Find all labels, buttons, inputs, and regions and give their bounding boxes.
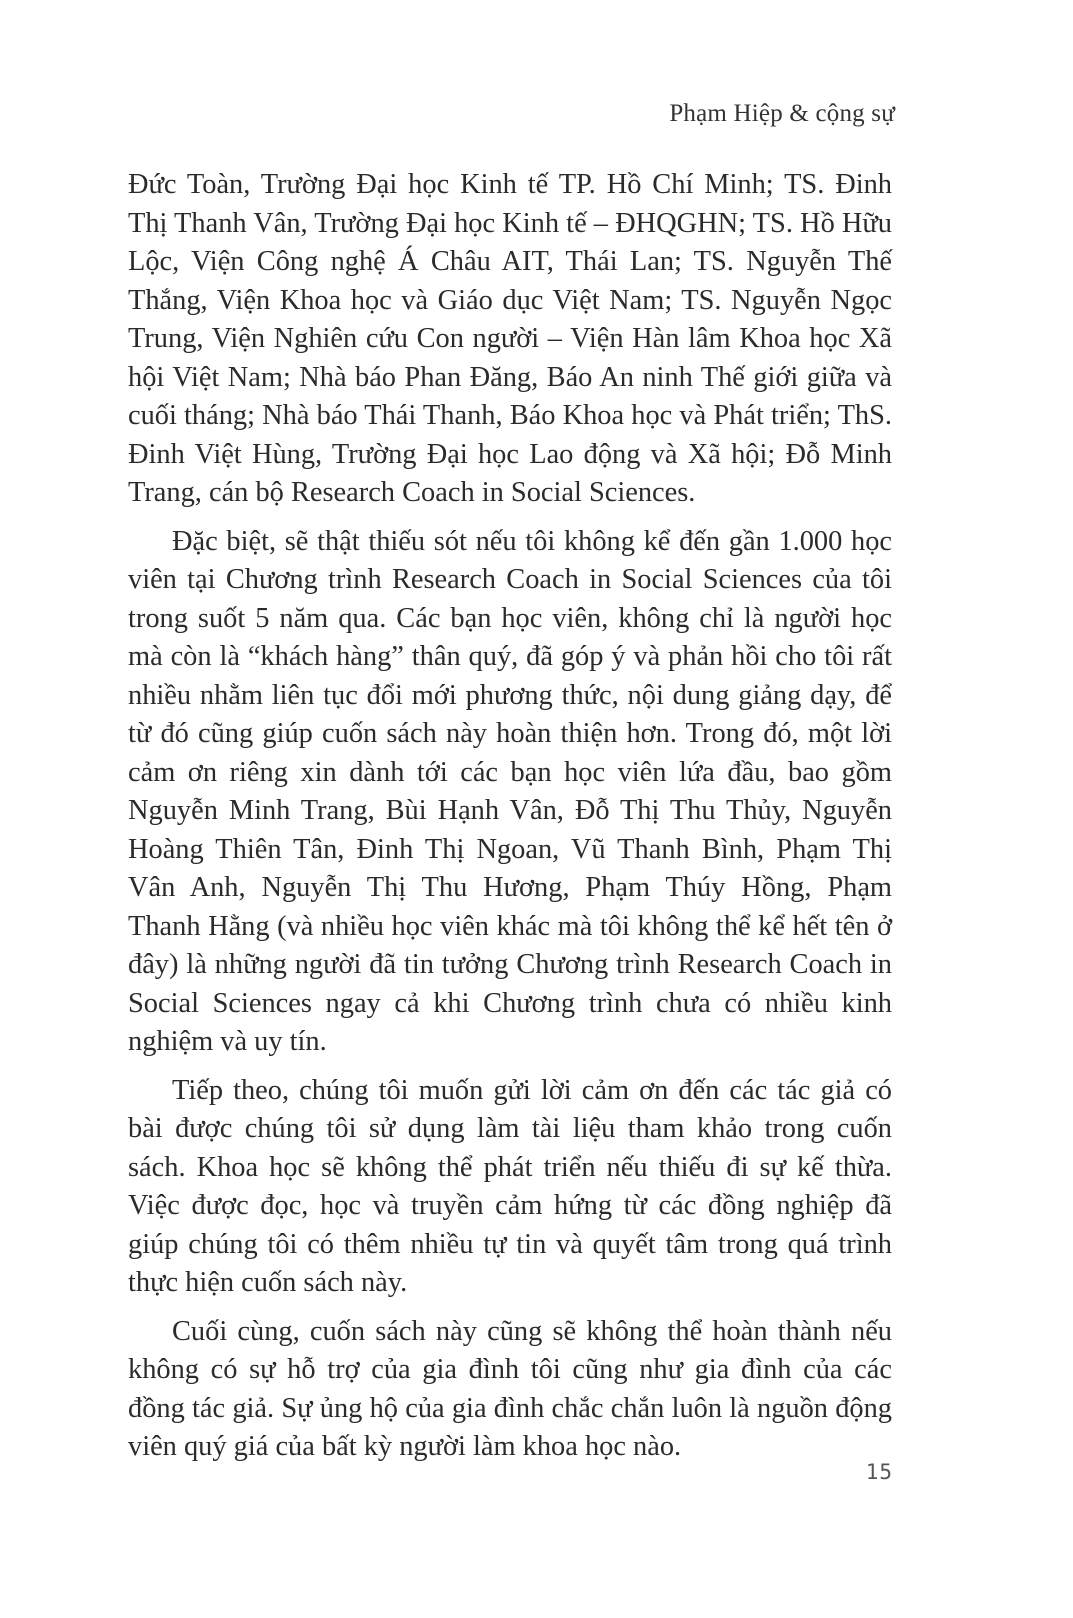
- running-header: Phạm Hiệp & cộng sự: [669, 100, 895, 127]
- paragraph: Tiếp theo, chúng tôi muốn gửi lời cảm ơn đến các tác giả có bài được chúng tôi sử dụng làm tài liệu tham khảo trong cuốn sách. Khoa học sẽ không thể phát triển nếu thiếu đi sự kế thừa. Việc được đọc, học và truyền cảm hứng từ các đồng nghiệp đã giúp chúng tôi có thêm nhiều tự tin và quyết tâm trong quá trình thực hiện cuốn sách này.: [128, 1074, 892, 1298]
- body-text: [128, 166, 892, 1477]
- paragraph-continued: Đức Toàn, Trường Đại học Kinh tế TP. Hồ Chí Minh; TS. Đinh Thị Thanh Vân, Trường Đại học Kinh tế – ĐHQGHN; TS. Hồ Hữu Lộc, Viện Công nghệ Á Châu AIT, Thái Lan; TS. Nguyễn Thế Thắng, Viện Khoa học và Giáo dục Việt Nam; TS. Nguyễn Ngọc Trung, Viện Nghiên cứu Con người – Viện Hàn lâm Khoa học Xã hội Việt Nam; Nhà báo Phan Đăng, Báo An ninh Thế giới giữa và cuối tháng; Nhà báo Thái Thanh, Báo Khoa học và Phát triển; ThS. Đinh Việt Hùng, Trường Đại học Lao động và Xã hội; Đỗ Minh Trang, cán bộ Research Coach in Social Sciences.: [128, 169, 892, 508]
- page-number: 15: [865, 1460, 893, 1484]
- paragraph: Đặc biệt, sẽ thật thiếu sót nếu tôi không kể đến gần 1.000 học viên tại Chương trình Research Coach in Social Sciences của tôi trong suốt 5 năm qua. Các bạn học viên, không chỉ là người học mà còn là “khách hàng” thân quý, đã góp ý và phản hồi cho tôi rất nhiều nhằm liên tục đổi mới phương thức, nội dung giảng dạy, để từ đó cũng giúp cuốn sách này hoàn thiện hơn. Trong đó, một lời cảm ơn riêng xin dành tới các bạn học viên lứa đầu, bao gồm Nguyễn Minh Trang, Bùi Hạnh Vân, Đỗ Thị Thu Thủy, Nguyễn Hoàng Thiên Tân, Đinh Thị Ngoan, Vũ Thanh Bình, Phạm Thị Vân Anh, Nguyễn Thị Thu Hương, Phạm Thúy Hồng, Phạm Thanh Hằng (và nhiều học viên khác mà tôi không thể kể hết tên ở đây) là những người đã tin tưởng Chương trình Research Coach in Social Sciences ngay cả khi Chương trình chưa có nhiều kinh nghiệm và uy tín.: [128, 525, 892, 1057]
- paragraph: Cuối cùng, cuốn sách này cũng sẽ không thể hoàn thành nếu không có sự hỗ trợ của gia đình tôi cũng như gia đình của các đồng tác giả. Sự ủng hộ của gia đình chắc chắn luôn là nguồn động viên quý giá của bất kỳ người làm khoa học nào.: [128, 1315, 892, 1462]
